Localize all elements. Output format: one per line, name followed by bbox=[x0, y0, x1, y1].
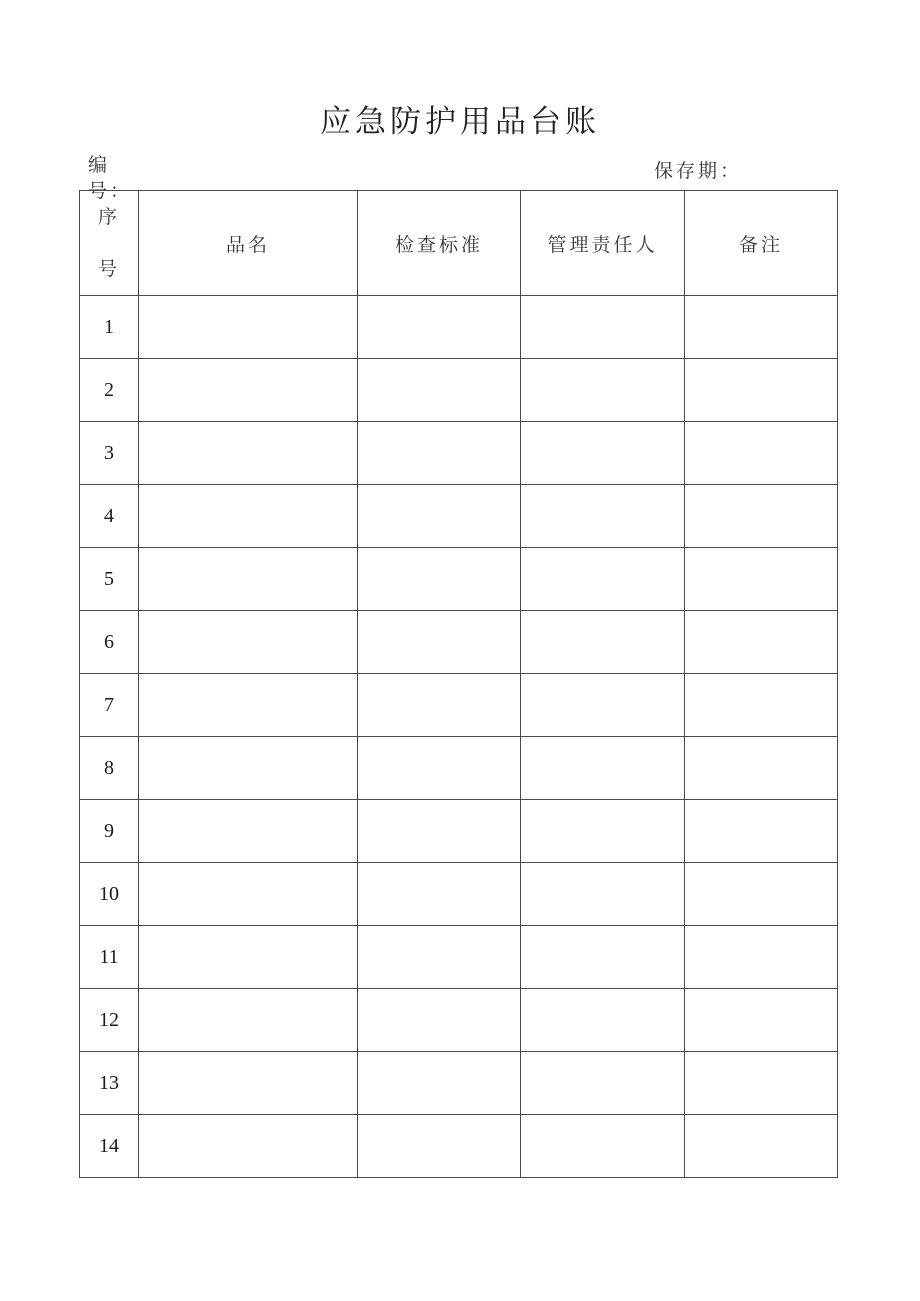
remarks-cell[interactable] bbox=[685, 674, 838, 737]
row-seq-cell: 14 bbox=[80, 1115, 139, 1178]
responsible-person-cell[interactable] bbox=[521, 611, 685, 674]
responsible-person-cell[interactable] bbox=[521, 863, 685, 926]
table-row bbox=[80, 548, 838, 611]
header-item-name: 品名 bbox=[139, 191, 358, 296]
row-seq-cell: 10 bbox=[80, 863, 139, 926]
header-responsible-person: 管理责任人 bbox=[521, 191, 685, 296]
remarks-cell[interactable] bbox=[685, 485, 838, 548]
item-name-cell[interactable] bbox=[139, 485, 358, 548]
row-seq-cell: 3 bbox=[80, 422, 139, 485]
row-seq-cell: 7 bbox=[80, 674, 139, 737]
row-seq-cell: 5 bbox=[80, 548, 139, 611]
inspection-standard-cell[interactable] bbox=[358, 359, 521, 422]
inspection-standard-cell[interactable] bbox=[358, 422, 521, 485]
inspection-standard-cell[interactable] bbox=[358, 548, 521, 611]
item-name-cell[interactable] bbox=[139, 1052, 358, 1115]
row-seq-cell: 6 bbox=[80, 611, 139, 674]
header-seq: 序号 bbox=[80, 191, 139, 296]
inspection-standard-cell[interactable] bbox=[358, 485, 521, 548]
row-seq-cell: 1 bbox=[80, 296, 139, 359]
remarks-cell[interactable] bbox=[685, 1115, 838, 1178]
row-seq-cell: 8 bbox=[80, 737, 139, 800]
item-name-cell[interactable] bbox=[139, 296, 358, 359]
remarks-cell[interactable] bbox=[685, 548, 838, 611]
item-name-cell[interactable] bbox=[139, 863, 358, 926]
document-title: 应急防护用品台账 bbox=[320, 104, 600, 140]
row-seq-cell: 11 bbox=[80, 926, 139, 989]
row-seq-cell: 12 bbox=[80, 989, 139, 1052]
table-row bbox=[80, 359, 838, 422]
responsible-person-cell[interactable] bbox=[521, 485, 685, 548]
table-row bbox=[80, 989, 838, 1052]
remarks-cell[interactable] bbox=[685, 800, 838, 863]
item-name-cell[interactable] bbox=[139, 359, 358, 422]
responsible-person-cell[interactable] bbox=[521, 359, 685, 422]
table-row bbox=[80, 1115, 838, 1178]
inspection-standard-cell[interactable] bbox=[358, 1115, 521, 1178]
table-row bbox=[80, 296, 838, 359]
inspection-standard-cell[interactable] bbox=[358, 1052, 521, 1115]
row-seq-cell: 13 bbox=[80, 1052, 139, 1115]
header-remarks: 备注 bbox=[685, 191, 838, 296]
inspection-standard-cell[interactable] bbox=[358, 926, 521, 989]
inspection-standard-cell[interactable] bbox=[358, 737, 521, 800]
responsible-person-cell[interactable] bbox=[521, 1115, 685, 1178]
inspection-standard-cell[interactable] bbox=[358, 674, 521, 737]
responsible-person-cell[interactable] bbox=[521, 674, 685, 737]
remarks-cell[interactable] bbox=[685, 359, 838, 422]
remarks-cell[interactable] bbox=[685, 737, 838, 800]
responsible-person-cell[interactable] bbox=[521, 737, 685, 800]
item-name-cell[interactable] bbox=[139, 926, 358, 989]
remarks-cell[interactable] bbox=[685, 1052, 838, 1115]
inspection-standard-cell[interactable] bbox=[358, 800, 521, 863]
item-name-cell[interactable] bbox=[139, 548, 358, 611]
responsible-person-cell[interactable] bbox=[521, 926, 685, 989]
remarks-cell[interactable] bbox=[685, 989, 838, 1052]
item-name-cell[interactable] bbox=[139, 800, 358, 863]
number-label: 编号： bbox=[88, 154, 133, 202]
table-row bbox=[80, 422, 838, 485]
table-row bbox=[80, 863, 838, 926]
remarks-cell[interactable] bbox=[685, 926, 838, 989]
row-seq-cell: 4 bbox=[80, 485, 139, 548]
table-row bbox=[80, 800, 838, 863]
remarks-cell[interactable] bbox=[685, 611, 838, 674]
responsible-person-cell[interactable] bbox=[521, 800, 685, 863]
item-name-cell[interactable] bbox=[139, 989, 358, 1052]
table-row bbox=[80, 674, 838, 737]
inspection-standard-cell[interactable] bbox=[358, 611, 521, 674]
ledger-table bbox=[79, 190, 838, 1178]
row-seq-cell: 2 bbox=[80, 359, 139, 422]
item-name-cell[interactable] bbox=[139, 422, 358, 485]
inspection-standard-cell[interactable] bbox=[358, 863, 521, 926]
table-row bbox=[80, 611, 838, 674]
item-name-cell[interactable] bbox=[139, 737, 358, 800]
remarks-cell[interactable] bbox=[685, 863, 838, 926]
item-name-cell[interactable] bbox=[139, 674, 358, 737]
table-row bbox=[80, 485, 838, 548]
inspection-standard-cell[interactable] bbox=[358, 296, 521, 359]
responsible-person-cell[interactable] bbox=[521, 989, 685, 1052]
item-name-cell[interactable] bbox=[139, 611, 358, 674]
table-header-row bbox=[80, 191, 838, 296]
table-row bbox=[80, 737, 838, 800]
inspection-standard-cell[interactable] bbox=[358, 989, 521, 1052]
responsible-person-cell[interactable] bbox=[521, 548, 685, 611]
table-row bbox=[80, 1052, 838, 1115]
retention-period-label: 保存期： bbox=[654, 160, 743, 182]
row-seq-cell: 9 bbox=[80, 800, 139, 863]
responsible-person-cell[interactable] bbox=[521, 1052, 685, 1115]
table-body bbox=[80, 296, 838, 1178]
remarks-cell[interactable] bbox=[685, 422, 838, 485]
responsible-person-cell[interactable] bbox=[521, 422, 685, 485]
remarks-cell[interactable] bbox=[685, 296, 838, 359]
item-name-cell[interactable] bbox=[139, 1115, 358, 1178]
header-inspection-standard: 检查标准 bbox=[358, 191, 521, 296]
table-row bbox=[80, 926, 838, 989]
responsible-person-cell[interactable] bbox=[521, 296, 685, 359]
